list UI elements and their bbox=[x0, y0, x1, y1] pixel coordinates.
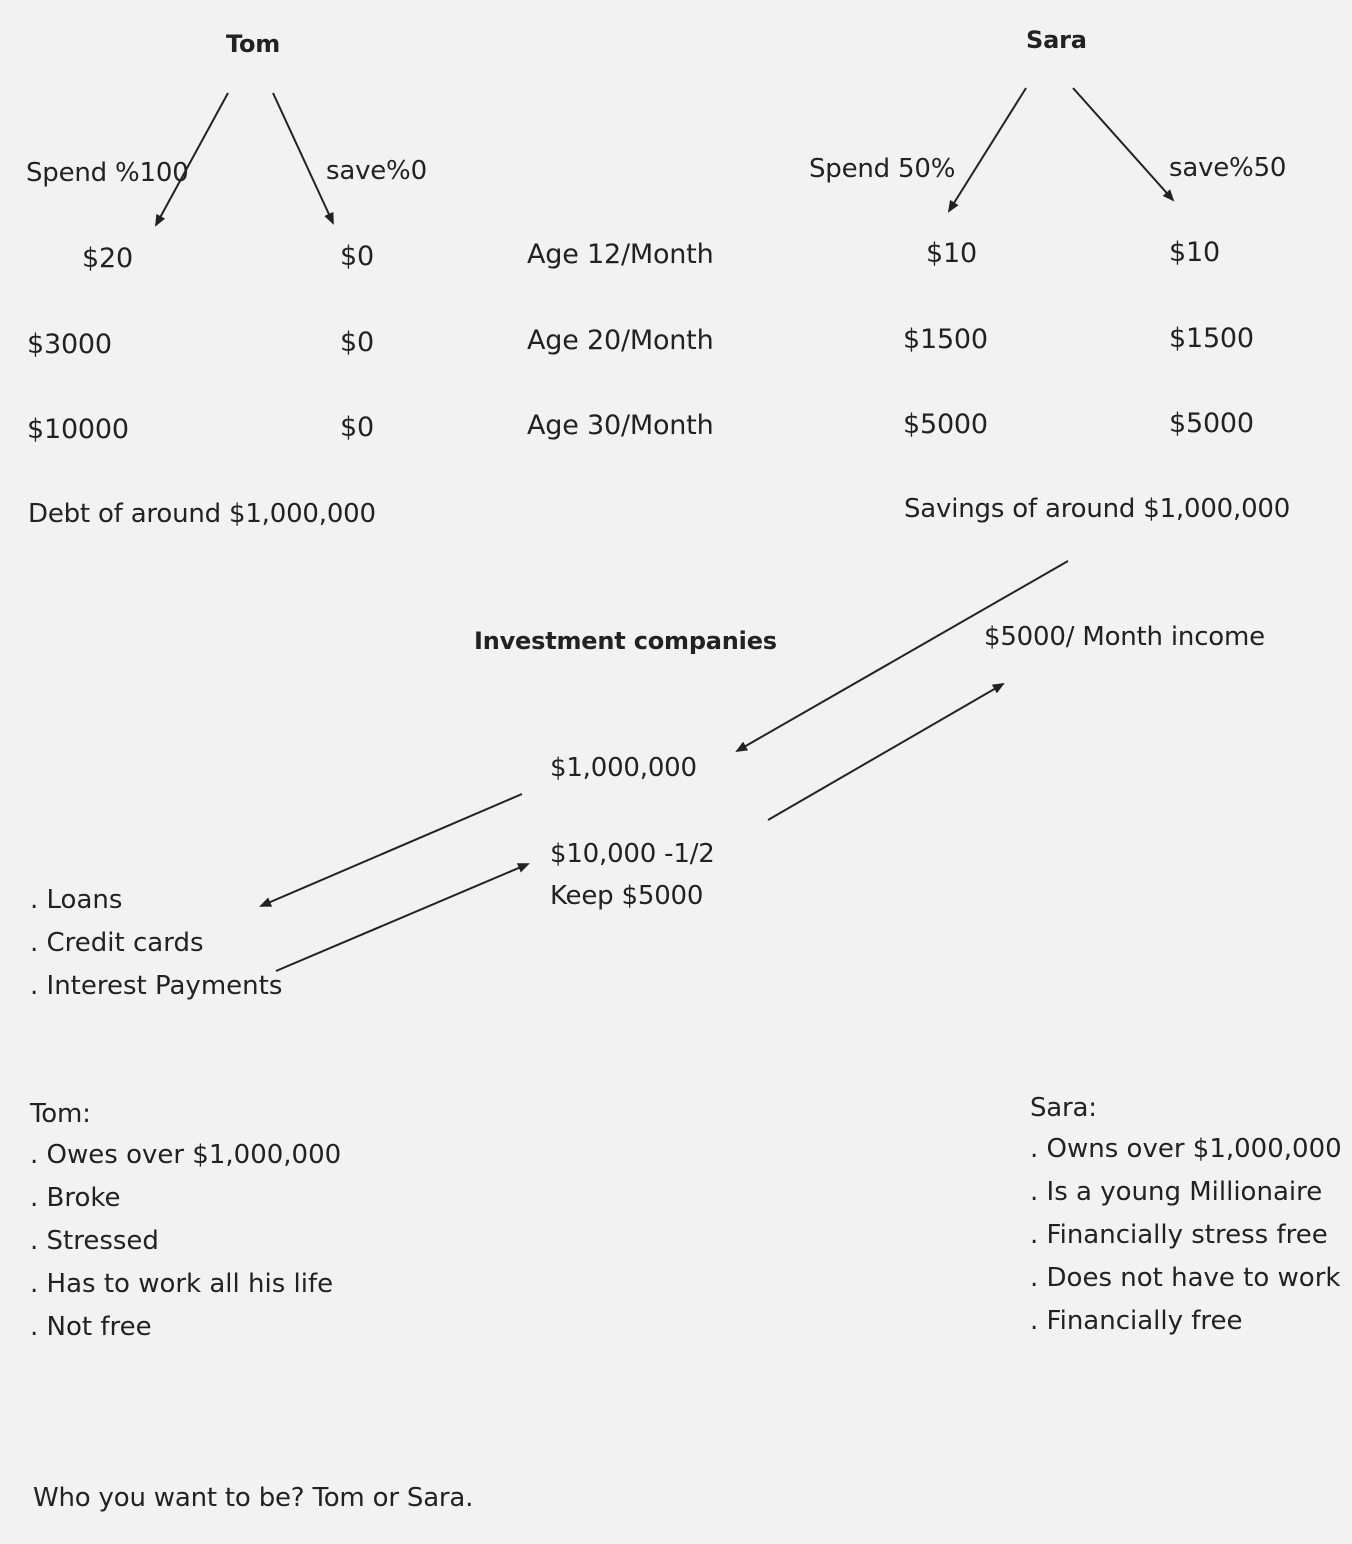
sara-save-value: $1500 bbox=[1169, 323, 1254, 354]
sara-summary-list bbox=[1030, 1128, 1342, 1343]
sara-save-value: $10 bbox=[1169, 237, 1220, 268]
investment-to-loans-arrow bbox=[261, 794, 522, 906]
list-item: . Does not have to work bbox=[1030, 1257, 1342, 1300]
sara-name: Sara bbox=[1026, 26, 1087, 54]
list-item: . Is a young Millionaire bbox=[1030, 1171, 1342, 1214]
age-label: Age 12/Month bbox=[527, 239, 714, 270]
tom-save-arrow bbox=[273, 93, 333, 223]
list-item: . Broke bbox=[30, 1177, 341, 1220]
sara-spend-arrow bbox=[949, 88, 1026, 211]
list-item: . Financially free bbox=[1030, 1300, 1342, 1343]
sara-outcome: Savings of around $1,000,000 bbox=[904, 494, 1291, 524]
list-item: . Financially stress free bbox=[1030, 1214, 1342, 1257]
list-item: . Interest Payments bbox=[30, 965, 282, 1008]
sara-spend-value: $10 bbox=[926, 238, 977, 269]
tom-save-value: $0 bbox=[340, 327, 374, 358]
investment-amount: $1,000,000 bbox=[550, 753, 697, 783]
sara-summary-title: Sara: bbox=[1030, 1093, 1097, 1123]
tom-spend-value: $20 bbox=[82, 243, 133, 274]
tom-spend-label: Spend %100 bbox=[26, 158, 189, 188]
tom-save-label: save%0 bbox=[326, 156, 427, 186]
list-item: . Not free bbox=[30, 1306, 341, 1349]
savings-to-investment-arrow bbox=[737, 561, 1068, 751]
sara-spend-value: $1500 bbox=[903, 324, 988, 355]
investment-to-income-arrow bbox=[768, 684, 1003, 820]
list-item: . Owns over $1,000,000 bbox=[1030, 1128, 1342, 1171]
closing-question: Who you want to be? Tom or Sara. bbox=[33, 1483, 474, 1513]
tom-summary-title: Tom: bbox=[30, 1099, 91, 1129]
list-item: . Loans bbox=[30, 879, 282, 922]
interest-to-investment-arrow bbox=[276, 864, 528, 971]
tom-save-value: $0 bbox=[340, 241, 374, 272]
age-label: Age 30/Month bbox=[527, 410, 714, 441]
sara-save-value: $5000 bbox=[1169, 408, 1254, 439]
tom-outcome: Debt of around $1,000,000 bbox=[28, 499, 376, 529]
tom-summary-list bbox=[30, 1134, 341, 1349]
sara-spend-value: $5000 bbox=[903, 409, 988, 440]
keep-amount: Keep $5000 bbox=[550, 881, 704, 911]
age-label: Age 20/Month bbox=[527, 325, 714, 356]
tom-save-value: $0 bbox=[340, 412, 374, 443]
list-item: . Has to work all his life bbox=[30, 1263, 341, 1306]
tom-spend-value: $10000 bbox=[27, 414, 129, 445]
sara-save-arrow bbox=[1073, 88, 1173, 200]
interest-amount: $10,000 -1/2 bbox=[550, 839, 715, 869]
sara-save-label: save%50 bbox=[1169, 153, 1287, 183]
list-item: . Credit cards bbox=[30, 922, 282, 965]
list-item: . Owes over $1,000,000 bbox=[30, 1134, 341, 1177]
investment-title: Investment companies bbox=[474, 627, 777, 655]
monthly-income: $5000/ Month income bbox=[984, 622, 1265, 652]
tom-name: Tom bbox=[226, 30, 281, 58]
tom-spend-value: $3000 bbox=[27, 329, 112, 360]
debt-products-list bbox=[30, 879, 282, 1008]
sara-spend-label: Spend 50% bbox=[809, 154, 956, 184]
list-item: . Stressed bbox=[30, 1220, 341, 1263]
